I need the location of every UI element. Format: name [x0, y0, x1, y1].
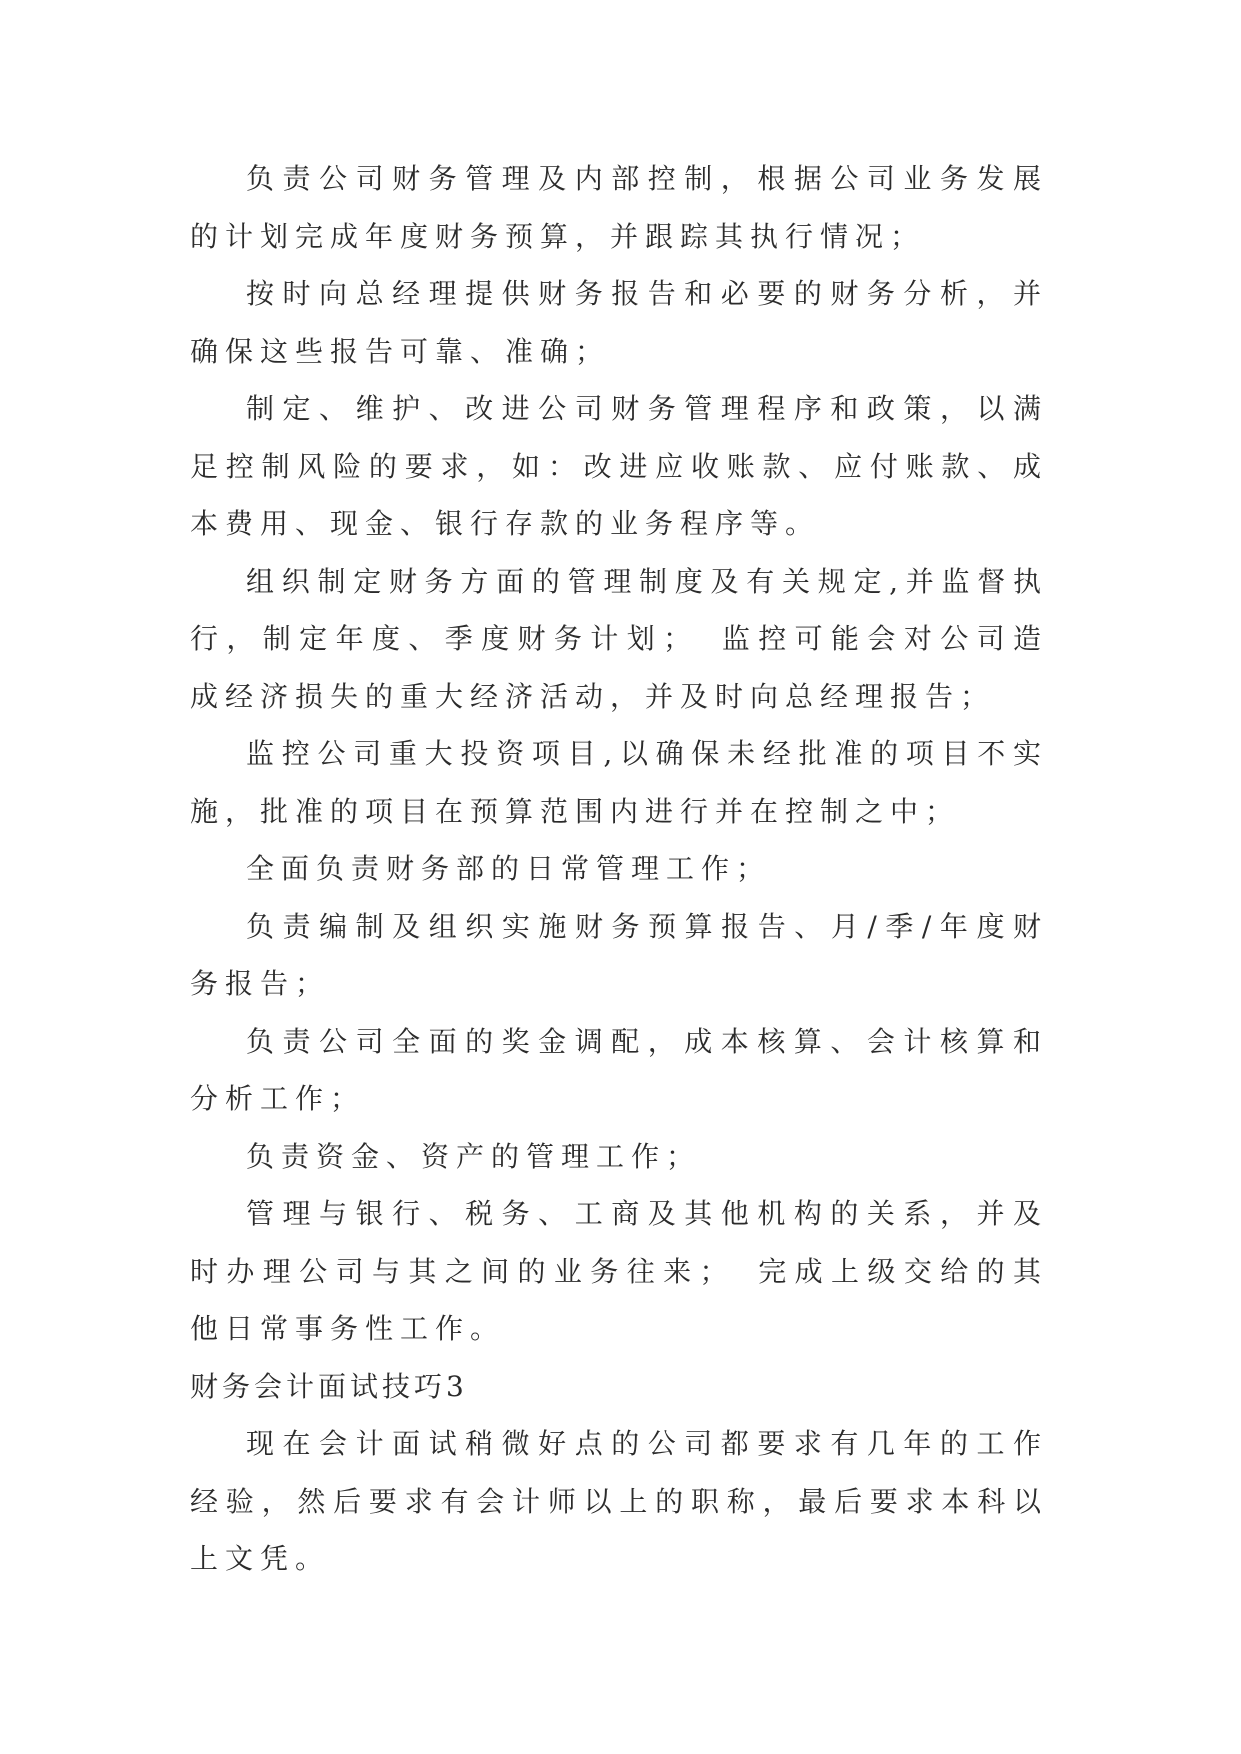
paragraph: 按时向总经理提供财务报告和必要的财务分析，并确保这些报告可靠、准确；	[190, 277, 1048, 368]
paragraph: 监控公司重大投资项目,以确保未经批准的项目不实施，批准的项目在预算范围内进行并在控制之中；	[190, 737, 1048, 828]
paragraph: 制定、维护、改进公司财务管理程序和政策，以满足控制风险的要求，如：改进应收账款、应付账款、成本费用、现金、银行存款的业务程序等。	[190, 392, 1048, 540]
paragraph: 负责公司全面的奖金调配，成本核算、会计核算和分析工作；	[190, 1024, 1048, 1115]
paragraph: 负责编制及组织实施财务预算报告、月/季/年度财务报告；	[190, 909, 1048, 1000]
paragraph: 管理与银行、税务、工商及其他机构的关系，并及时办理公司与其之间的业务往来； 完成上级交给的其他日常事务性工作。	[190, 1197, 1048, 1345]
document-body	[190, 150, 1048, 1588]
paragraph: 负责公司财务管理及内部控制，根据公司业务发展的计划完成年度财务预算，并跟踪其执行情况；	[190, 162, 1048, 253]
paragraph: 全面负责财务部的日常管理工作；	[246, 852, 772, 885]
paragraph: 组织制定财务方面的管理制度及有关规定,并监督执行，制定年度、季度财务计划； 监控可能会对公司造成经济损失的重大经济活动，并及时向总经理报告；	[190, 564, 1048, 713]
paragraph: 现在会计面试稍微好点的公司都要求有几年的工作经验，然后要求有会计师以上的职称，最后要求本科以上文凭。	[190, 1427, 1048, 1575]
section-heading: 财务会计面试技巧3	[190, 1369, 468, 1403]
paragraph: 负责资金、资产的管理工作；	[246, 1139, 702, 1173]
